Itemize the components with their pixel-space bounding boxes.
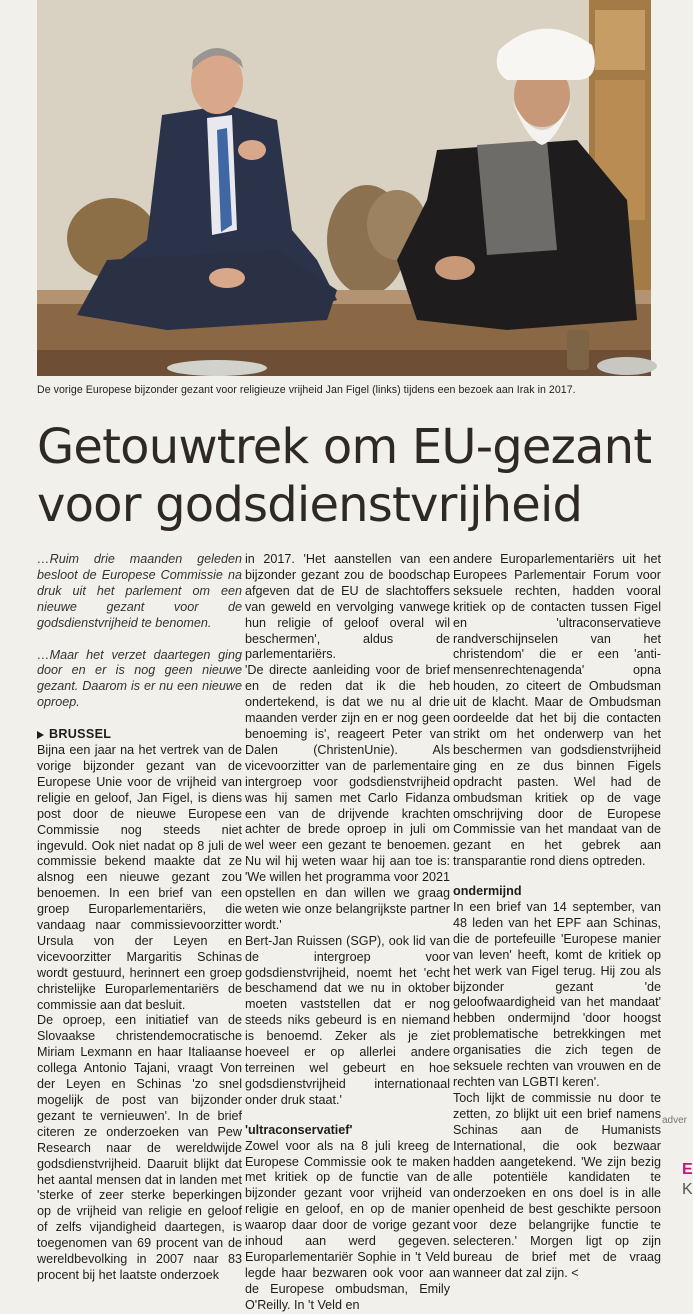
body-paragraph: Bert-Jan Ruissen (SGP), ook lid van de intergroep voor godsdienstvrijheid, noemt het 'echt beschamend dat we nu in oktober moeten vaststellen dat er nog steeds niks gebeurd is en niemand is benoemd. Zeker als je ziet hoeveel er op allerlei andere terreinen wel gebeurt en hoe godsdienstvrijheid internationaal onder druk staat.'	[245, 933, 450, 1107]
body-paragraph: Zowel voor als na 8 juli kreeg de Europese Commissie ook te maken met kritiek op de functie van de bijzonder gezant voor vrijheid van religie en geloof, en op de manier waarop daar door de vorige gezant inhoud aan werd gegeven. Europarlementariër Sophie in 't Veld legde haar bezwaren ook voor aan de Europese ombudsman, Emily O'Reilly. In 't Veld en	[245, 1138, 450, 1312]
headline-line-1: Getouwtrek om EU-gezant	[37, 419, 652, 475]
dateline-triangle-icon	[37, 731, 44, 739]
advertisement-label: adver	[662, 1115, 688, 1126]
photo-illustration	[37, 0, 651, 376]
subheading-ultraconservatief: 'ultraconservatief'	[245, 1122, 353, 1137]
body-paragraph: 'De directe aanleiding voor de brief en de reden dat ik die heb ondertekend, is dat we nu al drie maanden verder zijn en er nog geen benoeming is', reageert Peter van Dalen (ChristenUnie). Als vicevoorzitter van de parlementaire intergroep voor godsdienstvrijheid was hij samen met Carlo Fidanza een van de drijvende krachten achter de brede oproep in juli om wel weer een gezant te benoemen. Nu wil hij weten waar hij aan toe is: 'We willen het programma voor 2021 opstellen en dan willen we graag weten wie onze belangrijkste partner wordt.'	[245, 663, 450, 932]
body-paragraph: In een brief van 14 september, van 48 leden van het EPF aan Schinas, die de portefeuille 'Europese manier van leven' heeft, komt de kritiek op het werk van Figel terug. Hij zou als bijzonder gezant 'de geloofwaardigheid van het mandaat' hebben ondermijnd 'door hoogst problematische betrekkingen met organisaties die zich tegen de seksuele rechten van vrouwen en de rechten van LGBTI keren'.	[453, 900, 661, 1089]
dateline-text: BRUSSEL	[49, 727, 112, 742]
article-column-3	[453, 552, 661, 1282]
advertisement-logo-letter-2: K	[682, 1181, 693, 1198]
subheading-ondermijnd: ondermijnd	[453, 884, 522, 899]
body-paragraph: in 2017. 'Het aanstellen van een bijzonder gezant zou de boodschap afgeven dat de EU de slachtoffers van geweld en vervolging vanwege hun religie of geloof overal wil beschermen', aldus de parlementariërs.	[245, 552, 450, 662]
body-paragraph: Toch lijkt de commissie nu door te zetten, zo blijkt uit een brief namens Schinas aan de Humanists International, die ook bezwaar hadden aangetekend. 'We zijn bezig alle potentiële kandidaten te onderzoeken en ons doel is in alle openheid de best geschikte persoon voor deze belangrijke functie te selecteren.' Morgen ligt op zijn bureau de brief met de vraag wanneer dat zal zijn. <	[453, 1090, 661, 1280]
article-column-1	[37, 552, 242, 1284]
photo-caption: De vorige Europese bijzonder gezant voor religieuze vrijheid Jan Figel (links) tijdens een bezoek aan Irak in 2017.	[37, 384, 576, 396]
body-paragraph: andere Europarlementariërs uit het Europees Parlementair Forum voor seksuele rechten, hadden vooral kritiek op de contacten tussen Figel en 'ultraconservatieve randverschijnselen van het christendom' die er een 'anti-mensenrechtenagenda' opna houden, zo citeert de Ombudsman uit de klacht. Maar de Ombudsman oordeelde dat het bij die contacten strikt om het onderwerp van het beschermen van godsdienstvrijheid ging en ze dus binnen Figels opdracht pasten. Wel had de ombudsman kritiek op de vage omschrijving door de Europese Commissie van het mandaat van de gezant en het gebrek aan transparantie rond diens optreden.	[453, 552, 661, 869]
article-photo	[37, 0, 651, 376]
intro-paragraph-1: …Ruim drie maanden geleden besloot de Europese Commissie na druk uit het parlement om een nieuwe gezant voor de godsdienstvrijheid te benomen.	[37, 552, 242, 630]
headline-line-2: voor godsdienstvrijheid	[37, 477, 583, 533]
headline	[37, 418, 677, 534]
advertisement-logo[interactable]	[682, 1160, 692, 1200]
dateline	[37, 727, 242, 743]
intro-paragraph-2: …Maar het verzet daartegen ging door en er is nog geen nieuwe gezant. Daarom is er nu een nieuwe oproep.	[37, 647, 242, 710]
body-paragraph: De oproep, een initiatief van de Slovaakse christendemocratische Miriam Lexmann en haar Italiaanse collega Antonio Tajani, vraagt Von der Leyen en Schinas 'zo snel mogelijk de post van bijzonder gezant te vernieuwen'. In de brief citeren ze onderzoeken van Pew Research naar de wereldwijde godsdienstvrijheid. Daaruit blijkt dat het aantal mensen dat in landen met 'sterke of zeer sterke beperkingen op de vrijheid van religie en geloof of zelfs vijandigheid daartegen, is toegenomen van 69 procent van de wereldbevolking in 2007 naar 83 procent bij het laatste onderzoek	[37, 1013, 242, 1282]
body-paragraph: Bijna een jaar na het vertrek van de vorige bijzonder gezant van de Europese Unie voor de vrijheid van religie en geloof, Jan Figel, is diens post door de nieuwe Europese Commissie nog steeds niet ingevuld. Ook niet nadat op 8 juli de commissie bekend maakte dat ze alsnog een nieuwe gezant zou benoemen. In een brief van een groep Europarlementariërs, die vandaag naar commissievoorzitter Ursula von der Leyen en vicevoorzitter Margaritis Schinas wordt gestuurd, herinnert een groep christelijke Europarlementariërs de commissie aan dat besluit.	[37, 743, 242, 1012]
article-column-2	[245, 552, 450, 1314]
advertisement-logo-letter-1: E	[682, 1161, 693, 1178]
